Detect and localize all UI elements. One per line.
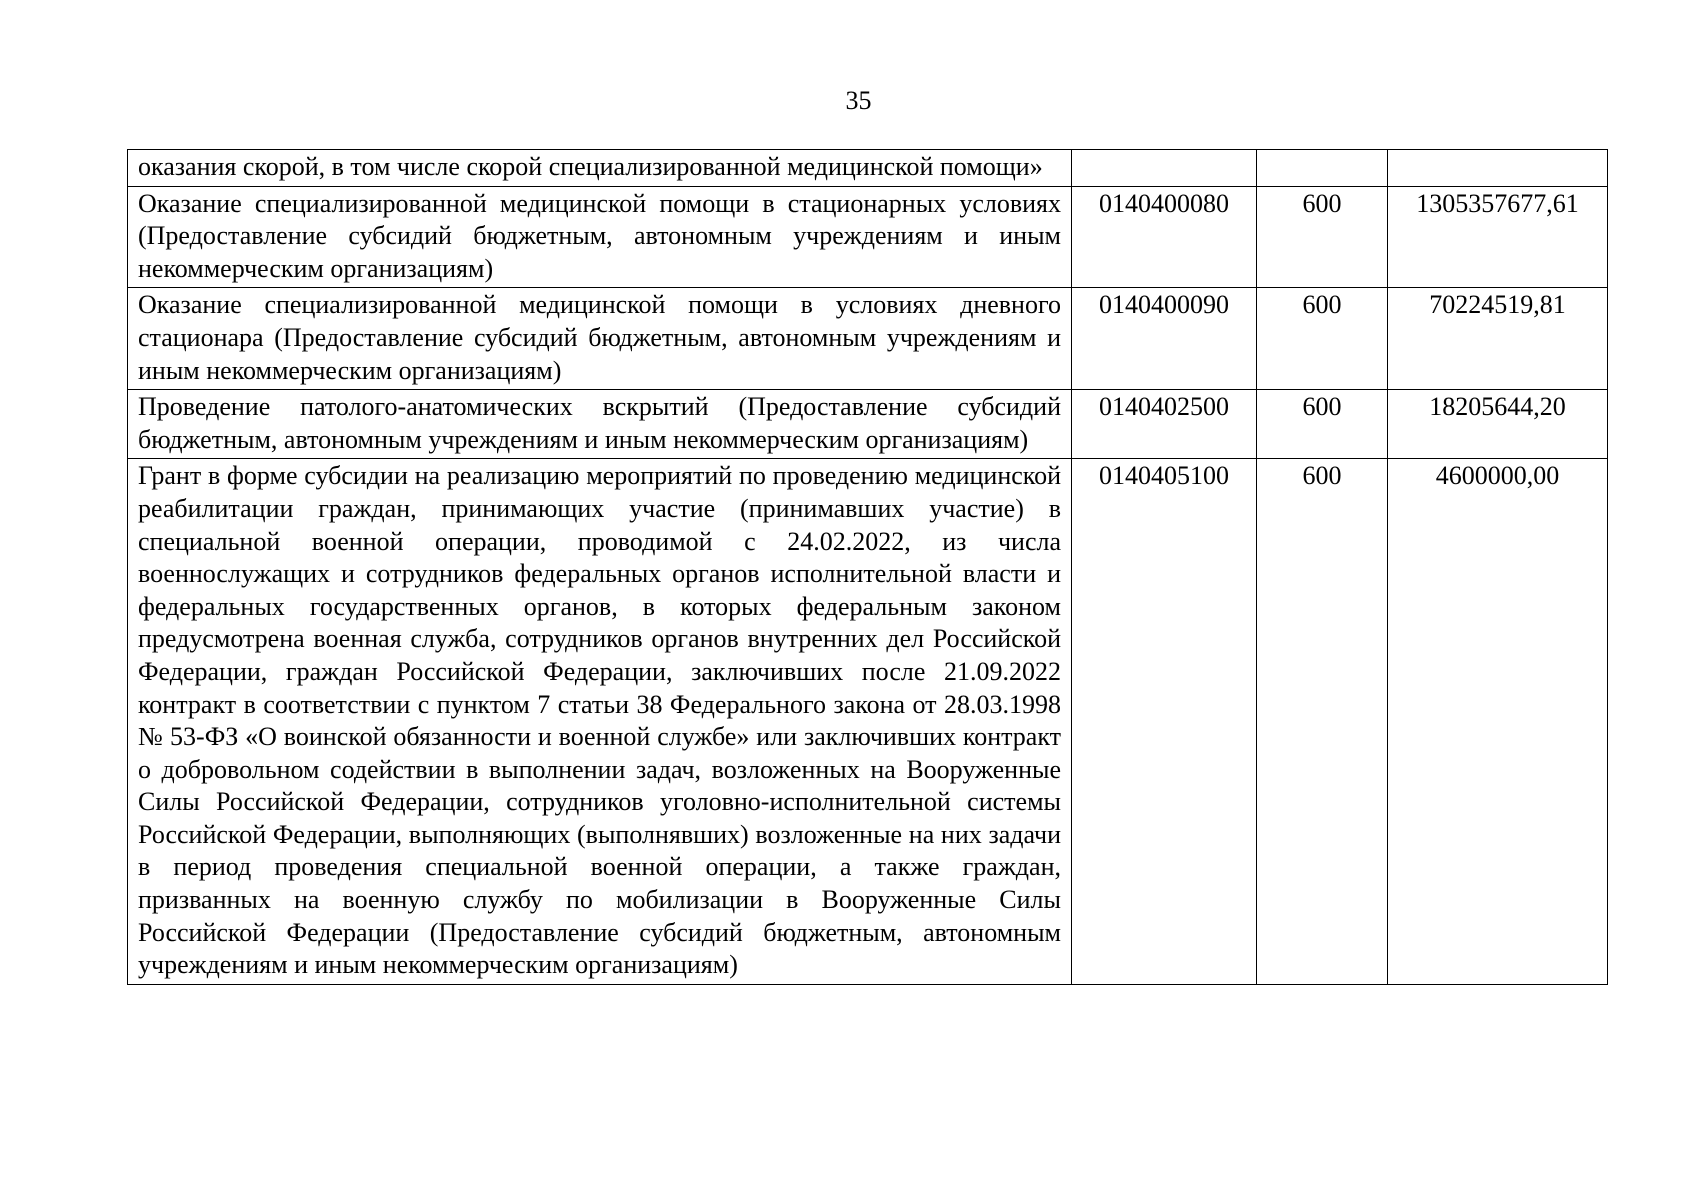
table-row <box>128 390 1608 459</box>
row-expense-type: 600 <box>1257 186 1388 288</box>
table-row <box>128 459 1608 985</box>
row-description: Оказание специализированной медицинской помощи в условиях дневного стационара (Предоставление субсидий бюджетным, автономным учреждениям и иным некоммерческим организациям) <box>128 288 1072 390</box>
row-target-code: 0140400090 <box>1072 288 1257 390</box>
page-number: 35 <box>845 86 872 115</box>
row-amount: 18205644,20 <box>1388 390 1608 459</box>
table-row <box>128 150 1608 187</box>
budget-table <box>127 149 1608 985</box>
row-description: Оказание специализированной медицинской помощи в стационарных условиях (Предоставление субсидий бюджетным, автономным учреждениям и иным некоммерческим организациям) <box>128 186 1072 288</box>
row-amount: 1305357677,61 <box>1388 186 1608 288</box>
row-target-code: 0140402500 <box>1072 390 1257 459</box>
row-expense-type: 600 <box>1257 390 1388 459</box>
row-expense-type: 600 <box>1257 288 1388 390</box>
table-row <box>128 186 1608 288</box>
row-target-code: 0140400080 <box>1072 186 1257 288</box>
row-target-code <box>1072 150 1257 187</box>
row-description: Проведение патолого-анатомических вскрытий (Предоставление субсидий бюджетным, автономным учреждениям и иным некоммерческим организациям) <box>128 390 1072 459</box>
row-amount: 4600000,00 <box>1388 459 1608 985</box>
row-expense-type <box>1257 150 1388 187</box>
row-target-code: 0140405100 <box>1072 459 1257 985</box>
row-expense-type: 600 <box>1257 459 1388 985</box>
row-description: оказания скорой, в том числе скорой специализированной медицинской помощи» <box>128 150 1072 187</box>
row-description: Грант в форме субсидии на реализацию мероприятий по проведению медицинской реабилитации граждан, принимающих участие (принимавших участие) в специальной военной операции, проводимой с 24.02.2022, из числа военнослужащих и сотрудников федеральных органов исполнительной власти и федеральных государственных органов, в которых федеральным законом предусмотрена военная служба, сотрудников органов внутренних дел Российской Федерации, граждан Российской Федерации, заключивших после 21.09.2022 контракт в соответствии с пунктом 7 статьи 38 Федерального закона от 28.03.1998 № 53-ФЗ «О воинской обязанности и военной службе» или заключивших контракт о добровольном содействии в выполнении задач, возложенных на Вооруженные Силы Российской Федерации, сотрудников уголовно-исполнительной системы Российской Федерации, выполняющих (выполнявших) возложенные на них задачи в период проведения специальной военной операции, а также граждан, призванных на военную службу по мобилизации в Вооруженные Силы Российской Федерации (Предоставление субсидий бюджетным, автономным учреждениям и иным некоммерческим организациям) <box>128 459 1072 985</box>
row-amount: 70224519,81 <box>1388 288 1608 390</box>
row-amount <box>1388 150 1608 187</box>
table-row <box>128 288 1608 390</box>
